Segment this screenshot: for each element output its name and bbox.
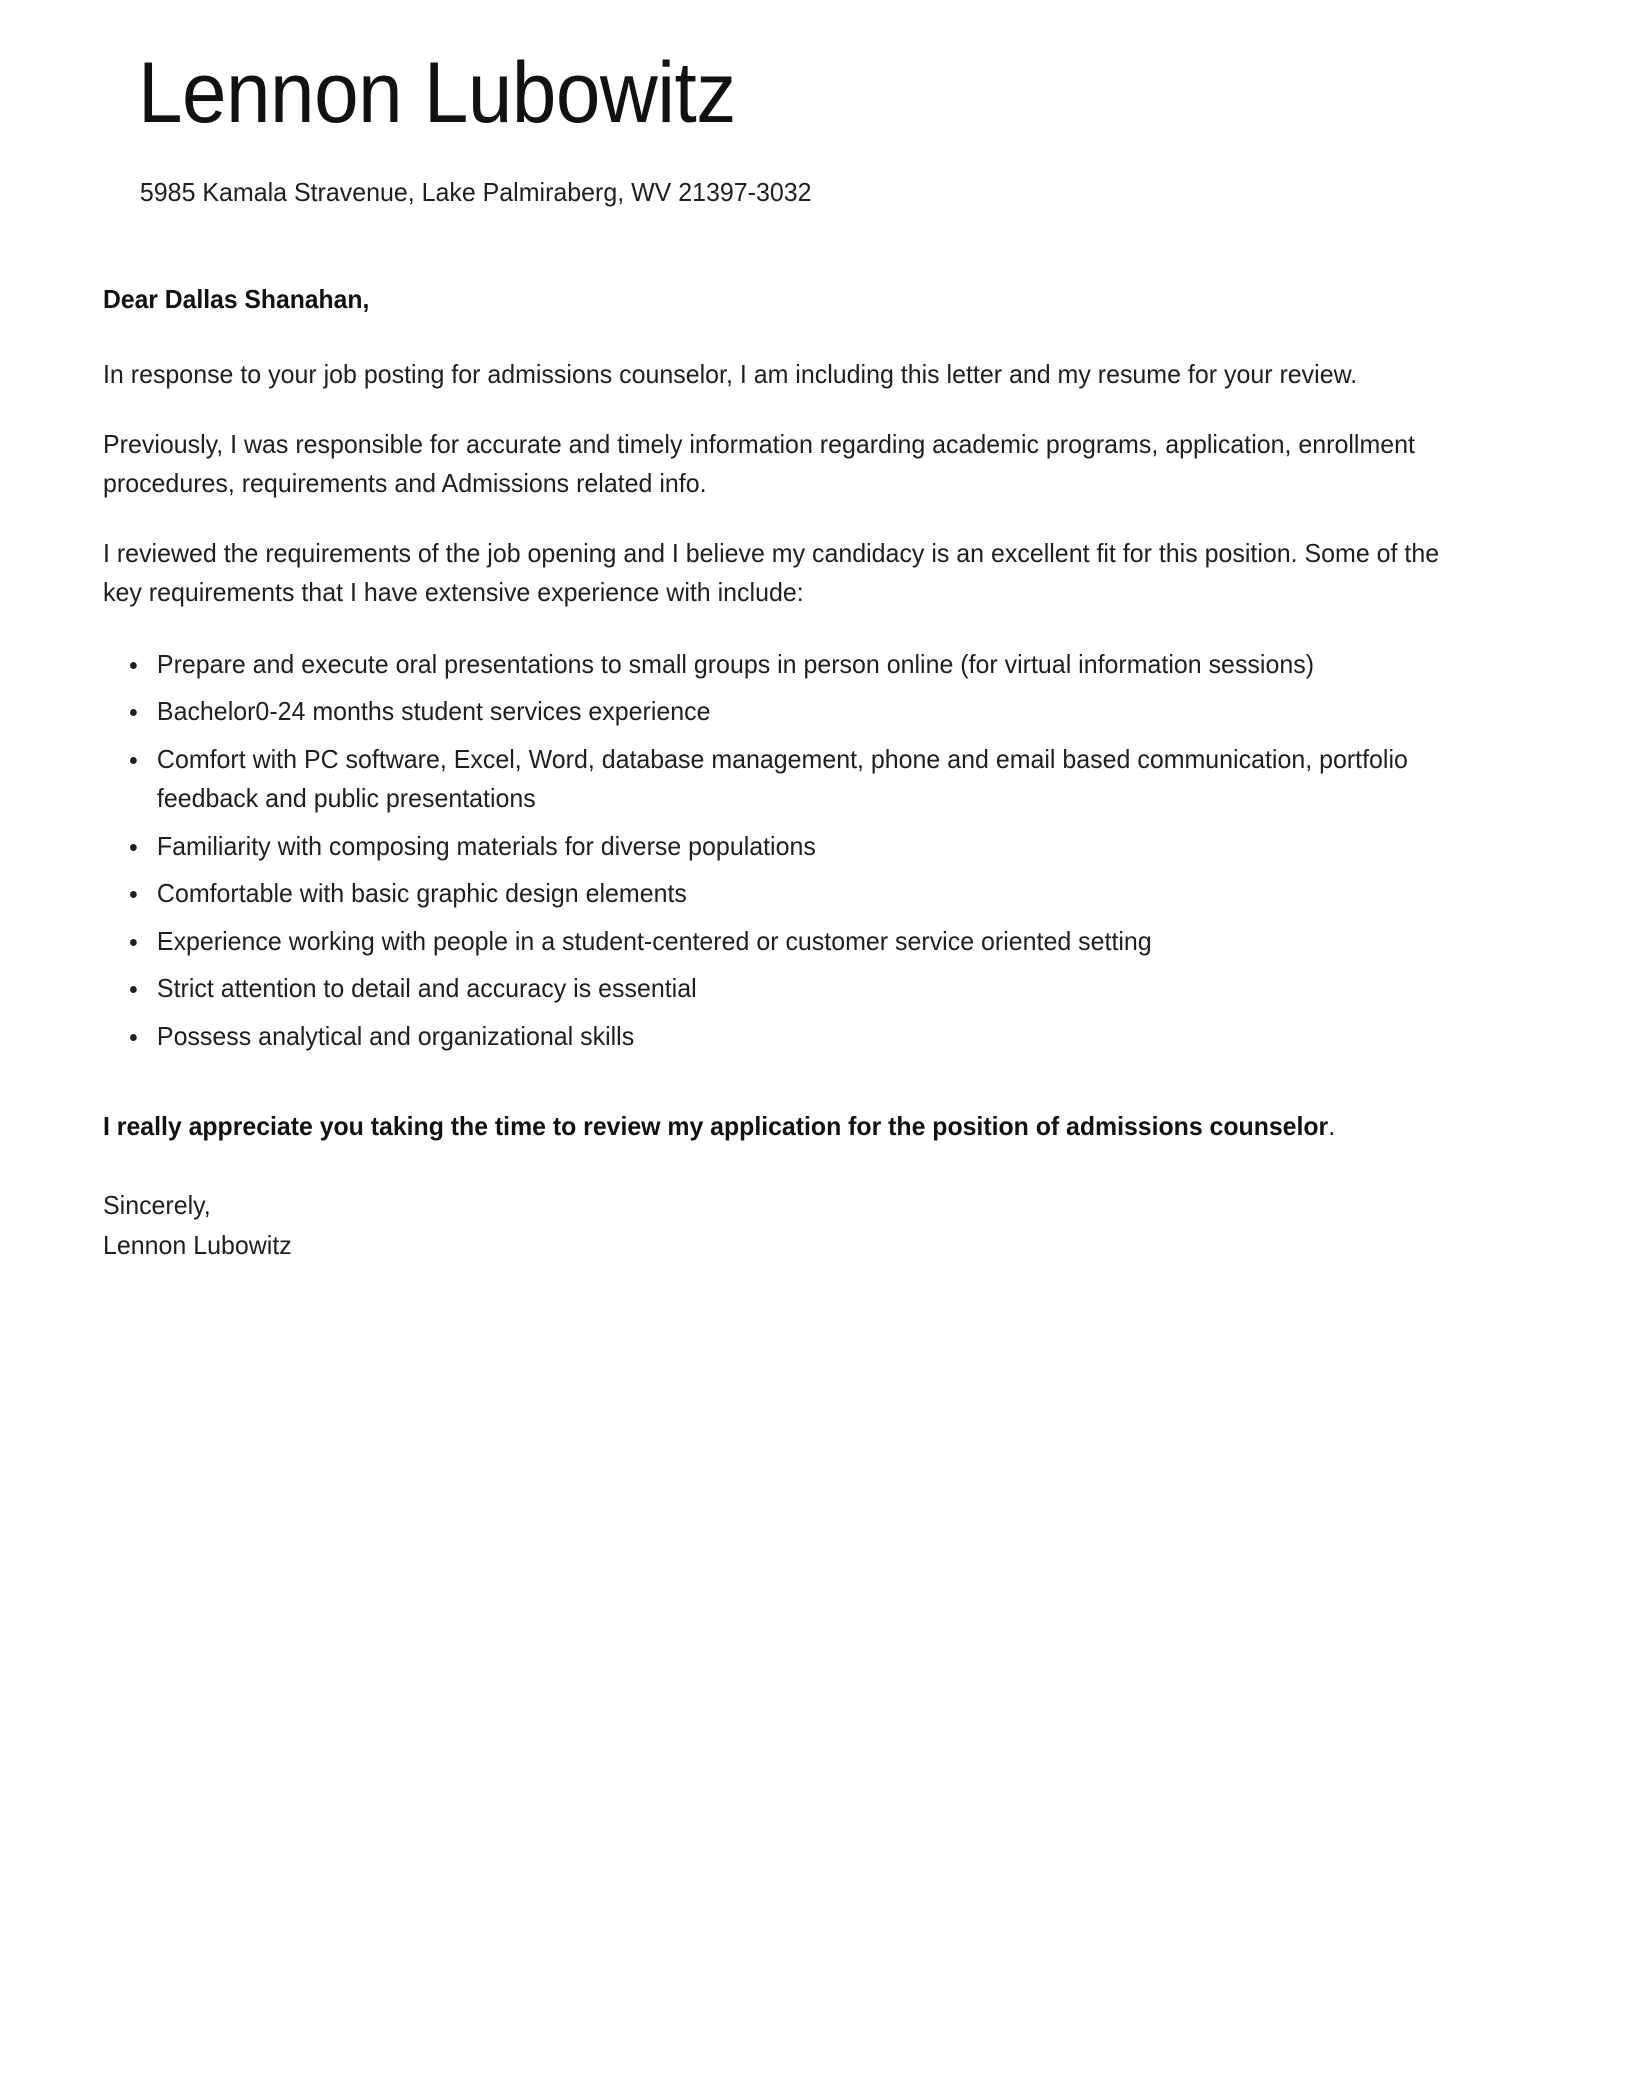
letterhead — [103, 45, 1520, 210]
list-item: Strict attention to detail and accuracy is essential — [155, 969, 1465, 1009]
list-item: Bachelor0-24 months student services experience — [155, 692, 1465, 732]
list-item: Comfort with PC software, Excel, Word, database management, phone and email based communication, portfolio feedback and public presentations — [155, 740, 1465, 819]
paragraph-intro: In response to your job posting for admissions counselor, I am including this letter and my resume for your review. — [103, 359, 1358, 390]
list-item: Familiarity with composing materials for diverse populations — [155, 827, 1465, 867]
letter-content — [103, 282, 1520, 1265]
closing-statement-text: I really appreciate you taking the time to review my application for the position of admissions counselor — [103, 1111, 1329, 1142]
signature-block — [103, 1186, 1463, 1265]
list-item: Experience working with people in a student-centered or customer service oriented setting — [155, 922, 1465, 962]
list-item: Comfortable with basic graphic design elements — [155, 874, 1465, 914]
salutation: Dear Dallas Shanahan, — [103, 284, 370, 315]
closing-statement-period: . — [1328, 1111, 1336, 1142]
page-title: Lennon Lubowitz — [138, 45, 736, 141]
contact-address: 5985 Kamala Stravenue, Lake Palmiraberg, WV 21397-3032 — [139, 177, 812, 208]
paragraph-experience: Previously, I was responsible for accurate and timely information regarding academic programs, application, enrollment procedures, requirements and Admissions related info. — [103, 428, 1415, 499]
signoff-text: Sincerely, — [103, 1190, 211, 1221]
paragraph-requirements-intro: I reviewed the requirements of the job opening and I believe my candidacy is an excellent fit for this position. Some of the key requirements that I have extensive experience with include: — [103, 537, 1440, 608]
requirements-list — [103, 645, 1520, 1057]
list-item: Prepare and execute oral presentations to small groups in person online (for virtual information sessions) — [155, 645, 1465, 685]
signature-name: Lennon Lubowitz — [103, 1229, 292, 1260]
closing-statement — [103, 1108, 1456, 1146]
list-item: Possess analytical and organizational skills — [155, 1017, 1465, 1057]
